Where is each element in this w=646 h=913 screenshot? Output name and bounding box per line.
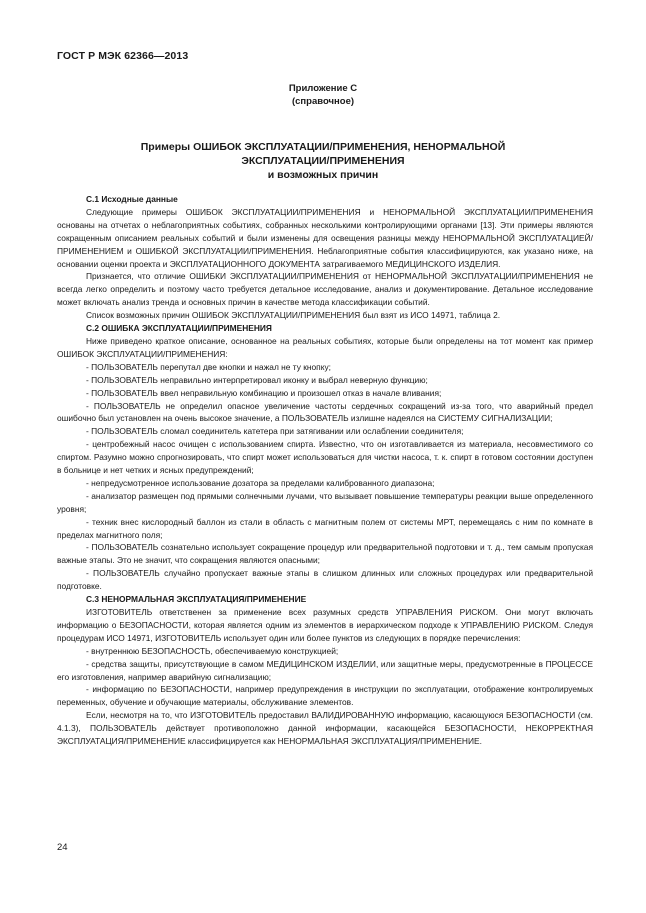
paragraph: Следующие примеры ОШИБОК ЭКСПЛУАТАЦИИ/ПРИМЕНЕНИЯ и НЕНОРМАЛЬНОЙ ЭКСПЛУАТАЦИИ/ПРИМЕНЕНИЯ основаны на отчетах о неблагоприятных событиях, собранных несколькими контролирующими органами [13]. Эти примеры являются сокращенным описанием реальных событий и были изменены для освещения разницы между НЕНОРМАЛЬНОЙ ЭКСПЛУАТАЦИЕЙ/ПРИМЕНЕНИЕМ и ОШИБКОЙ ЭКСПЛУАТАЦИИ/ПРИМЕНЕНИЯ. Неблагоприятные события классифицируются, как указано ниже, на основании оценки проекта и ЭКСПЛУАТАЦИОННОГО ДОКУМЕНТА затрагиваемого МЕДИЦИНСКОГО ИЗДЕЛИЯ. xyxy=(57,206,593,269)
title-line-2: ЭКСПЛУАТАЦИИ/ПРИМЕНЕНИЯ xyxy=(241,155,405,167)
list-item: - ПОЛЬЗОВАТЕЛЬ ввел неправильную комбинацию и произошел отказ в начале вливания; xyxy=(86,387,442,398)
paragraph: Если, несмотря на то, что ИЗГОТОВИТЕЛЬ предоставил ВАЛИДИРОВАННУЮ информацию, касающуюся БЕЗОПАСНОСТИ (см. 4.1.3), ПОЛЬЗОВАТЕЛЬ действует противоположно данной информации, касающейся БЕЗОПАСНОСТИ, НЕКОРРЕКТНАЯ ЭКСПЛУАТАЦИЯ/ПРИМЕНЕНИЕ классифицируется как НЕНОРМАЛЬНАЯ ЭКСПЛУАТАЦИЯ/ПРИМЕНЕНИЕ. xyxy=(57,710,593,747)
list-item: - ПОЛЬЗОВАТЕЛЬ случайно пропускает важные этапы в слишком длинных или сложных процедурах или предварительной подготовке. xyxy=(57,568,593,592)
list-item: - анализатор размещен под прямыми солнечными лучами, что вызывает повышение температуры реакции выше определенного уровня; xyxy=(57,490,593,514)
section-heading: С.2 ОШИБКА ЭКСПЛУАТАЦИИ/ПРИМЕНЕНИЯ xyxy=(86,323,272,334)
paragraph: ИЗГОТОВИТЕЛЬ ответственен за применение всех разумных средств УПРАВЛЕНИЯ РИСКОМ. Они могут включать информацию о БЕЗОПАСНОСТИ, которая является одним из элементов в иерархическом подходе к УПРАВЛЕНИЮ РИСКОМ. Следуя процедурам ИСО 14971, ИЗГОТОВИТЕЛЬ использует один или более пунктов из следующих в порядке перечисления: xyxy=(57,607,593,643)
list-item: - ПОЛЬЗОВАТЕЛЬ перепутал две кнопки и нажал не ту кнопку; xyxy=(86,361,331,372)
appendix-title xyxy=(100,140,546,182)
section-heading: С.1 Исходные данные xyxy=(86,194,178,204)
list-item: - техник внес кислородный баллон из стали в область с магнитным полем от системы МРТ, перемещаясь с ним по комнате в пределах магнитного поля; xyxy=(57,516,593,540)
section-heading: С.3 НЕНОРМАЛЬНАЯ ЭКСПЛУАТАЦИЯ/ПРИМЕНЕНИЕ xyxy=(86,594,307,605)
paragraph: Признается, что отличие ОШИБКИ ЭКСПЛУАТАЦИИ/ПРИМЕНЕНИЯ от НЕНОРМАЛЬНОЙ ЭКСПЛУАТАЦИИ/ПРИМЕНЕНИЯ не всегда легко определить и поэтому часто требуется детальное исследование, анализ и документирование. Детальное исследование может включать анализ тренда и основных причин в качестве метода классификации событий. xyxy=(57,271,593,308)
page-number: 24 xyxy=(57,842,68,853)
list-item: - информацию по БЕЗОПАСНОСТИ, например предупреждения в инструкции по эксплуатации, отображение контролируемых переменных, обучение и обучающие материалы, обслуживание элементов. xyxy=(57,684,593,708)
list-item: - ПОЛЬЗОВАТЕЛЬ неправильно интерпретировал иконку и выбрал неверную функцию; xyxy=(86,374,428,385)
paragraph: Список возможных причин ОШИБОК ЭКСПЛУАТАЦИИ/ПРИМЕНЕНИЯ был взят из ИСО 14971, таблица 2. xyxy=(86,310,501,321)
list-item: - ПОЛЬЗОВАТЕЛЬ не определил опасное увеличение частоты сердечных сокращений из-за того, что аварийный предел ошибочно был установлен на очень высокое значение, а ПОЛЬЗОВАТЕЛЬ излишне надеялся на СИСТЕМУ СИГНАЛИЗАЦИИ; xyxy=(57,400,593,424)
appendix-note: (справочное) xyxy=(291,96,355,107)
list-item: - внутреннюю БЕЗОПАСНОСТЬ, обеспечиваемую конструкцией; xyxy=(86,645,339,656)
list-item: - средства защиты, присутствующие в самом МЕДИЦИНСКОМ ИЗДЕЛИИ, или защитные меры, предусмотренные в ПРОЦЕССЕ его изготовления, например аварийную сигнализацию; xyxy=(57,658,593,682)
paragraph: Ниже приведено краткое описание, основанное на реальных событиях, которые были определены на тот момент как пример ОШИБОК ЭКСПЛУАТАЦИИ/ПРИМЕНЕНИЯ: xyxy=(57,335,593,359)
list-item: - ПОЛЬЗОВАТЕЛЬ сломал соединитель катетера при затягивании или ослаблении соединителя; xyxy=(86,426,464,437)
appendix-label: Приложение С xyxy=(288,83,358,94)
title-line-3: и возможных причин xyxy=(267,169,379,181)
list-item: - ПОЛЬЗОВАТЕЛЬ сознательно использует сокращение процедур или предварительной подготовки и т. д., тем самым пропуская важные этапы. Это не значит, что сокращения являются опасными; xyxy=(57,542,593,566)
list-item: - центробежный насос очищен с использованием спирта. Известно, что он изготавливается из материала, несовместимого со спиртом. Разумно можно спрогнозировать, что спирт может использоваться для чистки насоса, т. к. спирт в готовом состоянии доступен в больнице и нет четких и ясных предупреждений; xyxy=(57,439,593,476)
title-line-1: Примеры ОШИБОК ЭКСПЛУАТАЦИИ/ПРИМЕНЕНИЯ, НЕНОРМАЛЬНОЙ xyxy=(140,141,506,153)
document-body xyxy=(57,193,593,748)
list-item: - непредусмотренное использование дозатора за пределами калиброванного диапазона; xyxy=(86,477,435,488)
document-header: ГОСТ Р МЭК 62366—2013 xyxy=(57,50,189,62)
appendix-heading xyxy=(0,82,646,108)
